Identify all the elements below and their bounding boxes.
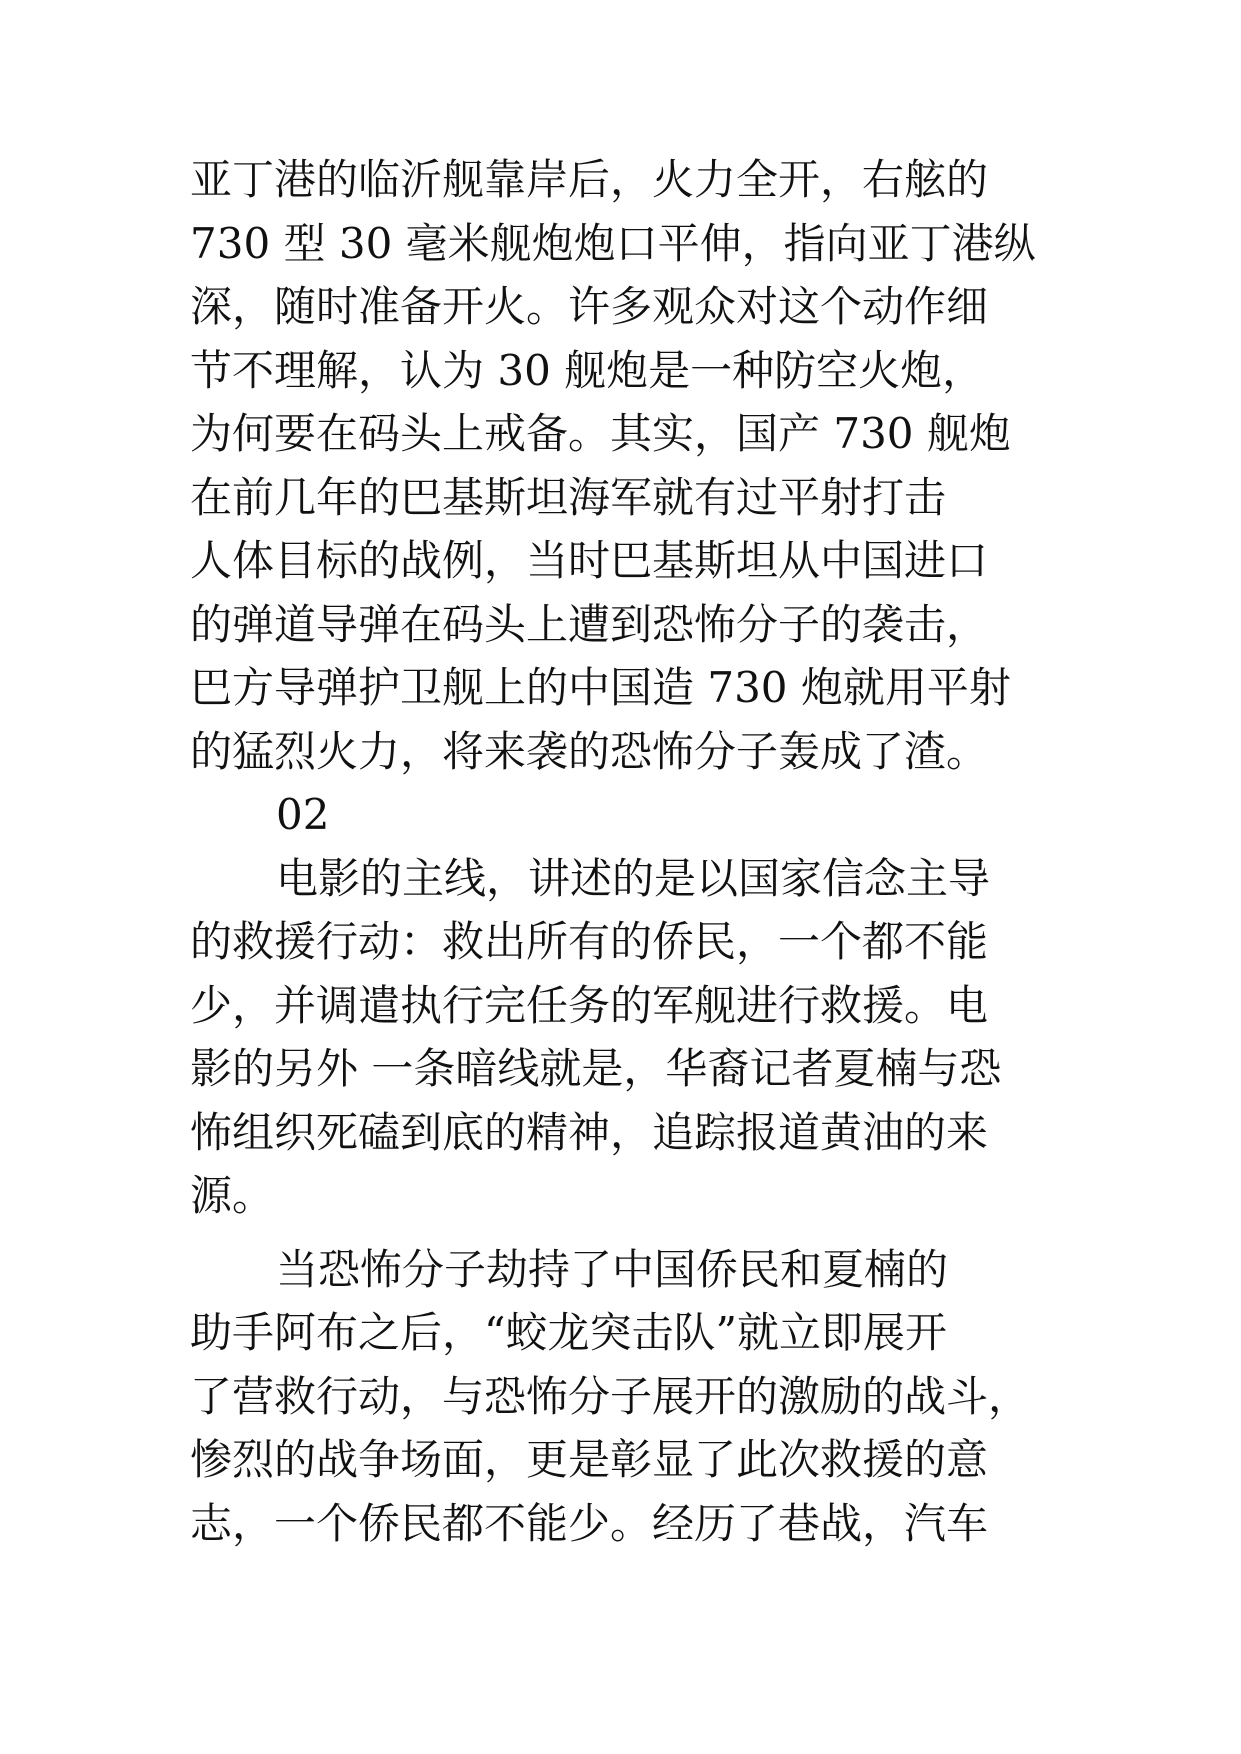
text-line: 为何要在码头上戒备。其实，国产 730 舰炮: [190, 409, 1011, 458]
text-line: 怖组织死磕到底的精神，追踪报道黄油的来: [190, 1107, 989, 1157]
text-line: 在前几年的巴基斯坦海军就有过平射打击: [190, 472, 947, 522]
paragraph-1: [190, 148, 1070, 783]
text-line: 的猛烈火力，将来袭的恐怖分子轰成了渣。: [190, 726, 989, 776]
text-line: 当恐怖分子劫持了中国侨民和夏楠的: [276, 1244, 949, 1294]
text-line: 巴方导弹护卫舰上的中国造 730 炮就用平射: [190, 663, 1011, 712]
text-line: 的救援行动：救出所有的侨民，一个都不能: [190, 917, 989, 966]
text-line: 助手阿布之后，“蛟龙突击队”就立即展开: [190, 1308, 947, 1357]
text-line: 的弹道导弹在码头上遭到恐怖分子的袭击，: [190, 599, 989, 649]
text-line: 影的另外 一条暗线就是，华裔记者夏楠与恐: [190, 1044, 1002, 1093]
text-line: 730 型 30 毫米舰炮炮口平伸，指向亚丁港纵: [190, 218, 1036, 268]
text-line: 电影的主线，讲述的是以国家信念主导: [276, 853, 991, 903]
text-line: 深，随时准备开火。许多观众对这个动作细: [190, 282, 989, 331]
text-line: 人体目标的战例，当时巴基斯坦从中国进口: [190, 536, 989, 585]
text-line: 志，一个侨民都不能少。经历了巷战，汽车: [190, 1498, 989, 1548]
text-line: 节不理解，认为 30 舰炮是一种防空火炮，: [190, 345, 985, 395]
document-body: [190, 148, 1070, 1555]
text-line: 源。: [190, 1171, 275, 1220]
section-number: 02: [276, 790, 330, 839]
text-line: 亚丁港的临沂舰靠岸后，火力全开，右舷的: [190, 155, 989, 204]
paragraph-2: [190, 847, 1070, 1228]
text-line: 少，并调遣执行完任务的军舰进行救援。电: [190, 980, 989, 1030]
text-line: 了营救行动，与恐怖分子展开的激励的战斗，: [190, 1371, 1031, 1421]
text-line: 惨烈的战争场面，更是彰显了此次救援的意: [190, 1435, 989, 1484]
paragraph-3: [190, 1238, 1070, 1556]
